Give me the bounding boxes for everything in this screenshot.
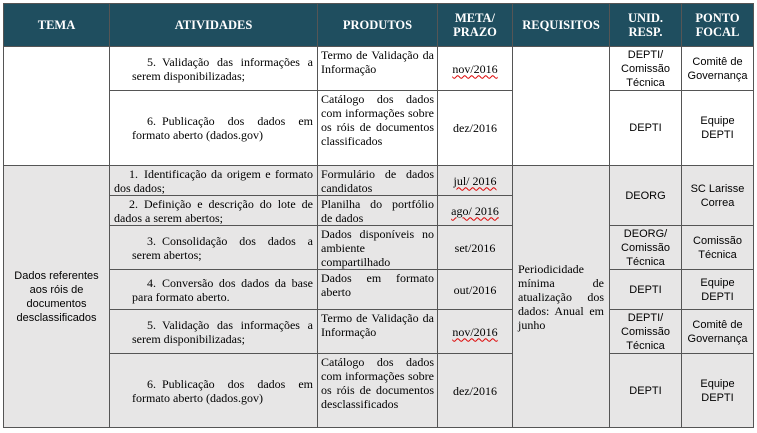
product-cell: Dados disponíveis no ambiente compartilhado <box>318 226 438 270</box>
deadline-cell: dez/2016 <box>438 354 513 428</box>
activity-cell <box>110 310 318 354</box>
unit-cell: DEPTI <box>610 91 682 166</box>
focal-point-text: Equipe DEPTI <box>700 115 735 141</box>
table-row <box>4 310 754 354</box>
activity-cell <box>110 166 318 196</box>
unit-cell <box>610 47 682 91</box>
activity-number: 4. <box>147 275 156 290</box>
activity-text: Publicação dos dados em formato aberto (dados.gov) <box>132 114 313 142</box>
activity-cell <box>110 196 318 226</box>
table-row <box>4 270 754 310</box>
deadline-cell: dez/2016 <box>438 91 513 166</box>
focal-point-cell <box>682 47 754 91</box>
focal-point-cell <box>682 166 754 226</box>
header-ponto-text: PONTO FOCAL <box>695 11 740 39</box>
unit-text: DEORG/ Comissão Técnica <box>621 227 670 268</box>
header-tema: TEMA <box>4 4 110 47</box>
unit-cell <box>610 226 682 270</box>
unit-text: DEPTI/ Comissão Técnica <box>621 311 670 352</box>
table-row <box>4 91 754 166</box>
requirements-cell: Periodicidade mínima de atualização dos dados: Anual em junho <box>513 166 610 428</box>
action-plan-table <box>3 3 754 428</box>
deadline-cell <box>438 310 513 354</box>
deadline-text: nov/2016 <box>452 61 498 76</box>
activity-number: 2. <box>129 196 138 211</box>
deadline-cell: out/2016 <box>438 270 513 310</box>
header-meta-prazo <box>438 4 513 47</box>
activity-text: Consolidação dos dados a serem abertos; <box>132 233 313 262</box>
product-cell: Formulário de dados candidatos <box>318 166 438 196</box>
activity-text: Identificação da origem e formato dos dados; <box>114 166 313 195</box>
activity-number: 5. <box>147 317 156 332</box>
deadline-cell <box>438 47 513 91</box>
activity-text: Definição e descrição do lote de dados a serem abertos; <box>114 196 313 225</box>
activity-cell <box>110 91 318 166</box>
activity-number: 6. <box>147 376 156 391</box>
focal-point-cell <box>682 354 754 428</box>
header-atividades: ATIVIDADES <box>110 4 318 47</box>
table-row <box>4 354 754 428</box>
deadline-text: jul/ 2016 <box>453 173 497 188</box>
deadline-cell <box>438 196 513 226</box>
product-cell: Dados em formato aberto <box>318 270 438 310</box>
header-ponto-focal <box>682 4 754 47</box>
focal-point-text: SC Larisse Correa <box>690 182 745 209</box>
deadline-text: nov/2016 <box>452 324 498 339</box>
header-meta-text: META/ PRAZO <box>453 11 497 39</box>
product-cell: Planilha do portfólio de dados <box>318 196 438 226</box>
focal-point-text: Equipe DEPTI <box>700 276 735 303</box>
requisitos-cell-empty <box>513 47 610 166</box>
unit-text: DEPTI/ Comissão Técnica <box>621 48 670 89</box>
focal-point-cell <box>682 270 754 310</box>
unit-cell <box>610 310 682 354</box>
tema-cell-empty <box>4 47 110 166</box>
activity-cell <box>110 354 318 428</box>
table-row <box>4 226 754 270</box>
unit-cell: DEORG <box>610 166 682 226</box>
header-unid-text: UNID. RESP. <box>627 11 664 39</box>
unit-cell: DEPTI <box>610 270 682 310</box>
deadline-text: ago/ 2016 <box>451 203 499 218</box>
header-row <box>4 4 754 47</box>
activity-text: Validação das informações a serem disponibilizadas; <box>132 54 313 83</box>
focal-point-cell <box>682 91 754 166</box>
unit-cell: DEPTI <box>610 354 682 428</box>
focal-point-cell <box>682 310 754 354</box>
theme-cell: Dados referentes aos róis de documentos desclassificados <box>4 166 110 428</box>
focal-point-text: Comitê de Governança <box>687 55 748 82</box>
activity-cell <box>110 47 318 91</box>
table-row <box>4 166 754 196</box>
deadline-cell: set/2016 <box>438 226 513 270</box>
header-requisitos: REQUISITOS <box>513 4 610 47</box>
table-row <box>4 47 754 91</box>
product-cell: Termo de Validação da Informação <box>318 310 438 354</box>
product-cell: Termo de Validação da Informação <box>318 47 438 91</box>
activity-cell <box>110 226 318 270</box>
activity-number: 1. <box>129 166 138 181</box>
activity-text: Validação das informações a serem disponibilizadas; <box>132 317 313 346</box>
activity-number: 5. <box>147 54 156 69</box>
focal-point-text: Comitê de Governança <box>687 318 748 345</box>
deadline-cell <box>438 166 513 196</box>
activity-number: 6. <box>147 114 156 128</box>
focal-point-text: Comissão Técnica <box>693 234 742 261</box>
focal-point-cell <box>682 226 754 270</box>
activity-text: Conversão dos dados da base para formato aberto. <box>132 275 313 304</box>
activity-cell <box>110 270 318 310</box>
header-unid-resp <box>610 4 682 47</box>
activity-text: Publicação dos dados em formato aberto (dados.gov) <box>132 376 313 405</box>
header-produtos: PRODUTOS <box>318 4 438 47</box>
product-cell: Catálogo dos dados com informações sobre os róis de documentos classificados <box>318 91 438 166</box>
activity-number: 3. <box>147 233 156 248</box>
product-cell: Catálogo dos dados com informações sobre os róis de documentos desclassificados <box>318 354 438 428</box>
focal-point-text: Equipe DEPTI <box>700 377 735 404</box>
